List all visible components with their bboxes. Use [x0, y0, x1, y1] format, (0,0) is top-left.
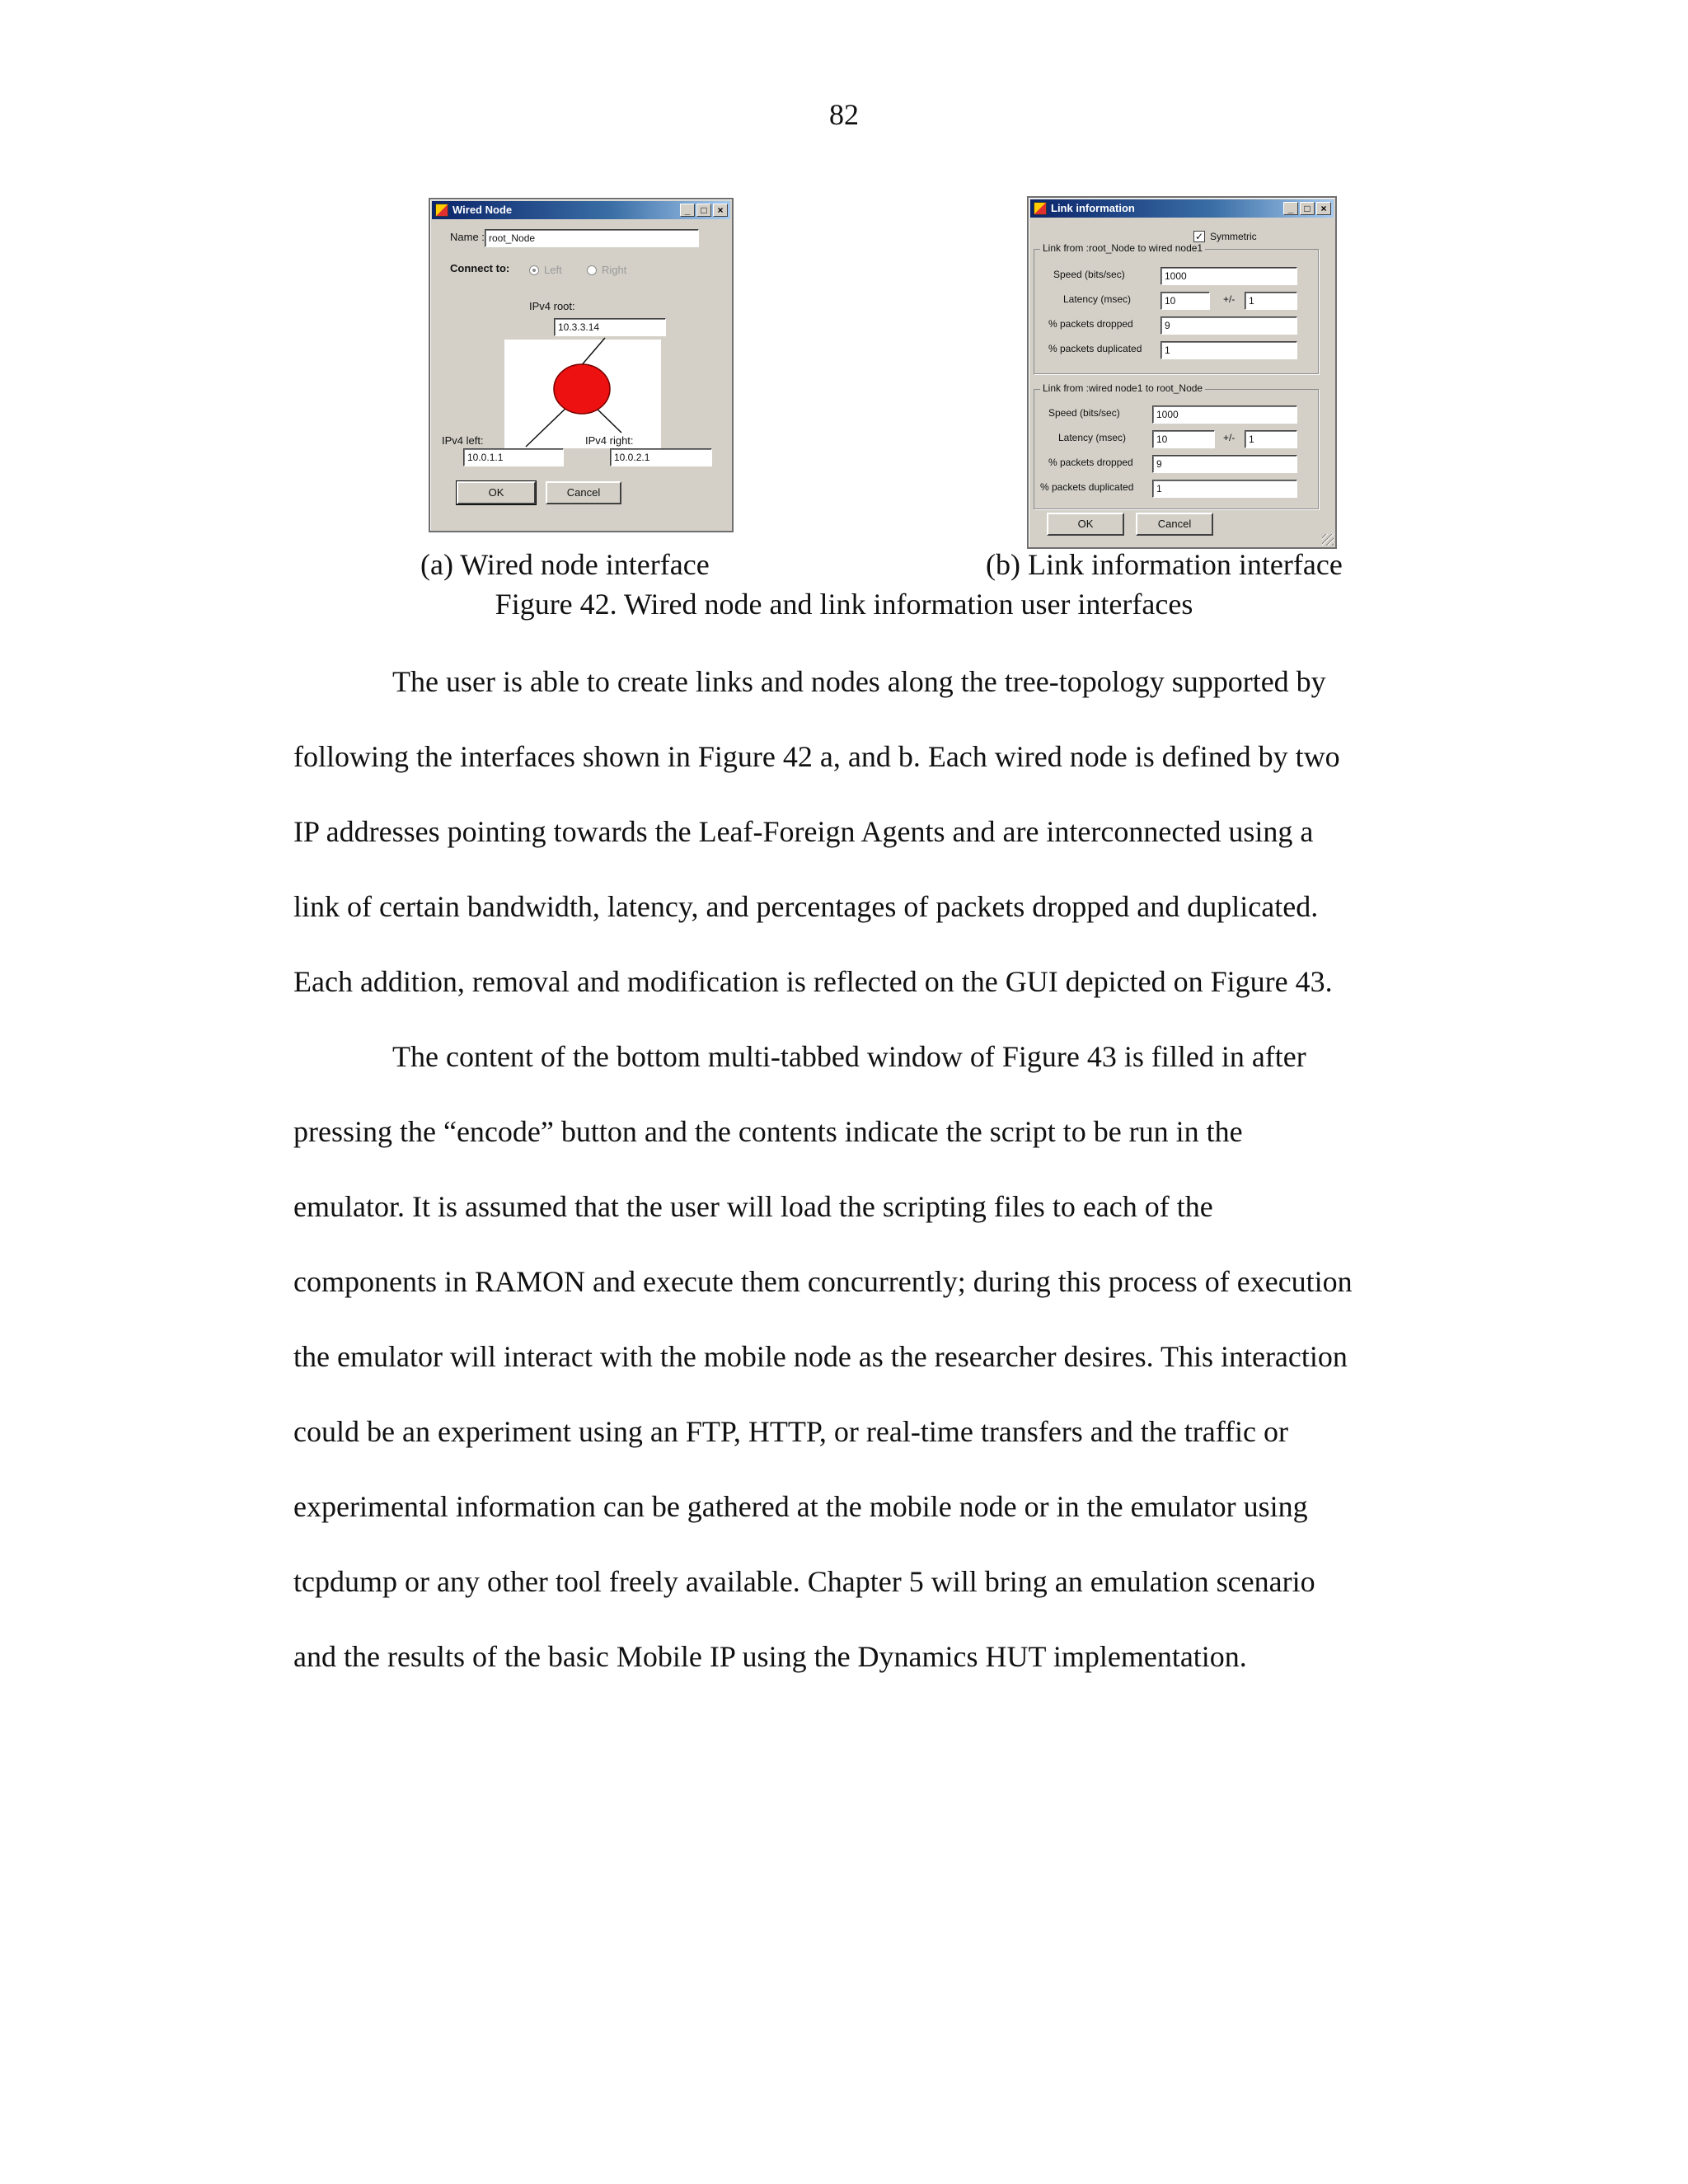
maximize-icon[interactable]: □ [1300, 202, 1315, 215]
name-input[interactable]: root_Node [485, 229, 699, 247]
speed-label: Speed (bits/sec) [1053, 269, 1125, 280]
dropped-label: % packets dropped [1048, 457, 1133, 468]
paragraph-line: the emulator will interact with the mobile node as the researcher desires. This interaction [293, 1340, 1348, 1373]
group2-title: Link from :wired node1 to root_Node [1040, 382, 1205, 394]
paragraph-line: emulator. It is assumed that the user will load the scripting files to each of the [293, 1190, 1213, 1223]
ok-button[interactable]: OK [457, 481, 536, 504]
symmetric-checkbox[interactable]: ✓ [1194, 231, 1204, 242]
window-title: Wired Node [452, 204, 513, 216]
subcaption-b: (b) Link information interface [986, 548, 1343, 581]
speed-label: Speed (bits/sec) [1048, 407, 1120, 419]
paragraph-line: and the results of the basic Mobile IP using the Dynamics HUT implementation. [293, 1640, 1247, 1673]
group1-title: Link from :root_Node to wired node1 [1040, 242, 1205, 254]
ipv4-right-input[interactable]: 10.0.2.1 [610, 448, 712, 466]
duplicated-label: % packets duplicated [1048, 343, 1142, 354]
paragraph-line: experimental information can be gathered at the mobile node or in the emulator using [293, 1490, 1308, 1523]
window-title: Link information [1051, 202, 1135, 214]
minimize-icon[interactable]: _ [680, 204, 695, 217]
app-icon [1034, 202, 1047, 215]
symmetric-label: Symmetric [1210, 231, 1257, 242]
resize-grip-icon[interactable] [1322, 534, 1334, 546]
node-circle [554, 364, 610, 414]
paragraph-line: tcpdump or any other tool freely available. Chapter 5 will bring an emulation scenario [293, 1565, 1315, 1598]
cancel-button[interactable]: Cancel [546, 481, 621, 504]
speed-input[interactable]: 1000 [1152, 405, 1297, 424]
paragraph-line: following the interfaces shown in Figure 42 a, and b. Each wired node is defined by two [293, 740, 1340, 773]
jitter-input[interactable]: 1 [1245, 430, 1297, 448]
ipv4-right-label: IPv4 right: [585, 434, 634, 447]
ipv4-left-label: IPv4 left: [442, 434, 484, 447]
speed-input[interactable]: 1000 [1160, 267, 1297, 285]
plusminus-label: +/- [1223, 432, 1236, 443]
ok-button[interactable]: OK [1047, 513, 1124, 536]
duplicated-label: % packets duplicated [1040, 481, 1134, 493]
latency-label: Latency (msec) [1058, 432, 1127, 443]
link-root [580, 338, 605, 367]
body-text [293, 644, 1464, 1694]
wired-node-dialog [429, 198, 734, 532]
cancel-button[interactable]: Cancel [1136, 513, 1213, 536]
radio-right-label: Right [602, 264, 627, 276]
paragraph-line: The user is able to create links and nodes along the tree-topology supported by [392, 665, 1326, 698]
paragraph-line: components in RAMON and execute them concurrently; during this process of execution [293, 1265, 1353, 1298]
figure-caption: Figure 42. Wired node and link information user interfaces [495, 588, 1193, 621]
name-label: Name : [450, 231, 485, 243]
page-number: 82 [829, 98, 859, 131]
paragraph-line: The content of the bottom multi-tabbed window of Figure 43 is filled in after [392, 1040, 1306, 1073]
link-left [526, 404, 570, 447]
latency-input[interactable]: 10 [1152, 430, 1215, 448]
dropped-label: % packets dropped [1048, 318, 1133, 330]
latency-input[interactable]: 10 [1160, 292, 1210, 310]
connect-label: Connect to: [450, 262, 510, 274]
ipv4-left-input[interactable]: 10.0.1.1 [463, 448, 564, 466]
maximize-icon[interactable]: □ [696, 204, 711, 217]
close-icon[interactable]: × [713, 204, 728, 217]
paragraph-line: Each addition, removal and modification is reflected on the GUI depicted on Figure 43. [293, 965, 1333, 998]
radio-left-label: Left [544, 264, 562, 276]
minimize-icon[interactable]: _ [1283, 202, 1298, 215]
link-information-dialog [1027, 196, 1337, 549]
ipv4-root-input[interactable]: 10.3.3.14 [554, 318, 666, 336]
link-info-titlebar[interactable] [1030, 199, 1334, 218]
latency-label: Latency (msec) [1063, 293, 1132, 305]
dropped-input[interactable]: 9 [1152, 455, 1297, 473]
ipv4-root-label: IPv4 root: [529, 300, 575, 312]
duplicated-input[interactable]: 1 [1160, 341, 1297, 359]
paragraph-line: IP addresses pointing towards the Leaf-Foreign Agents and are interconnected using a [293, 815, 1314, 848]
duplicated-input[interactable]: 1 [1152, 480, 1297, 498]
close-icon[interactable]: × [1316, 202, 1331, 215]
plusminus-label: +/- [1223, 293, 1236, 305]
jitter-input[interactable]: 1 [1245, 292, 1297, 310]
paragraph-line: link of certain bandwidth, latency, and percentages of packets dropped and duplicated. [293, 890, 1319, 923]
subcaption-a: (a) Wired node interface [420, 548, 710, 581]
paragraph-line: could be an experiment using an FTP, HTTP, or real-time transfers and the traffic or [293, 1415, 1288, 1448]
paragraph-line: pressing the “encode” button and the contents indicate the script to be run in the [293, 1115, 1243, 1148]
dropped-input[interactable]: 9 [1160, 316, 1297, 335]
